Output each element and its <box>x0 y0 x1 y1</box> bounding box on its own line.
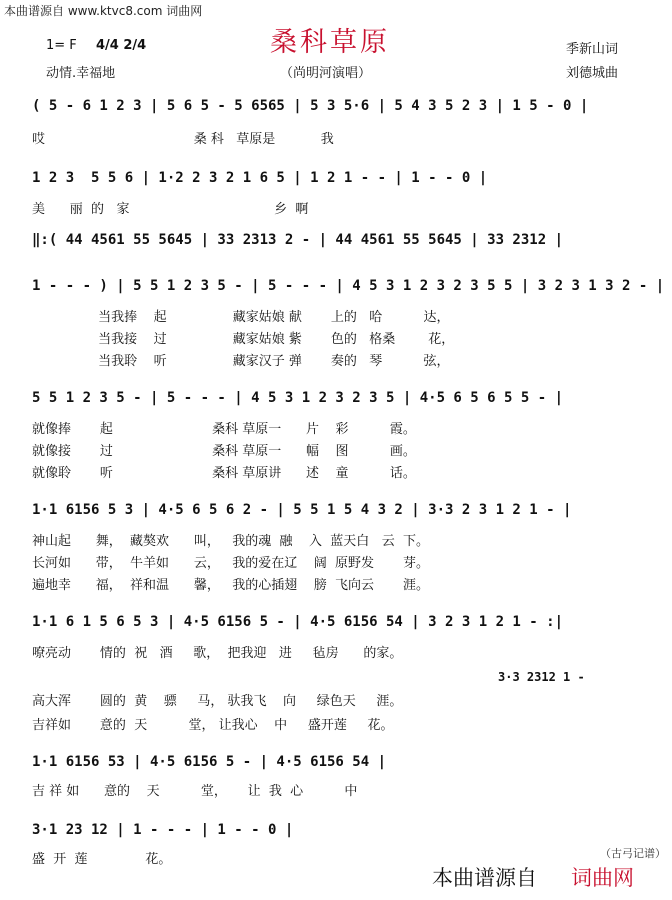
lyric-line-10: 盛 开 莲 花。 <box>32 852 172 867</box>
site-watermark-text: 本曲谱源自 www.ktvc8.com 词曲网 <box>4 4 203 18</box>
lyric-line-5a: 就像捧 起 桑科 草原一 片 彩 霞。 <box>32 422 416 437</box>
lyric-line-1: 哎 桑 科 草原是 我 <box>32 132 334 147</box>
key-signature: 1= F <box>46 38 77 53</box>
staff-line-10: 3·1 23 12 | 1 - - - | 1 - - 0 | <box>32 822 294 838</box>
staff-line-8: 3·3 2312 1 - <box>498 670 585 684</box>
lyric-line-7: 嘹亮动 情的 祝 酒 歌， 把我迎 进 毡房 的家。 <box>32 646 403 661</box>
staff-line-4: 1 - - - ) | 5 5 1 2 3 5 - | 5 - - - | 4 5 3 1 2 3 2 3 5 5 | 3 2 3 1 3 2 - | <box>32 278 665 294</box>
lyricist: 季新山词 <box>566 42 619 57</box>
lyric-line-4a: 当我捧 起 藏家姑娘 献 上的 哈 达， <box>32 310 450 325</box>
footer-brand-link[interactable]: 词曲网 <box>571 866 634 890</box>
lyric-line-4c: 当我聆 听 藏家汉子 弹 奏的 琴 弦， <box>32 354 450 369</box>
tempo-marking: 动情.幸福地 <box>46 66 116 81</box>
performer: （尚明河演唱） <box>280 66 372 81</box>
lyric-line-4b: 当我接 过 藏家姑娘 紫 色的 格桑 花， <box>32 332 455 347</box>
composer: 刘德城曲 <box>566 66 619 81</box>
staff-line-1: ( 5 - 6 1 2 3 | 5 6 5 - 5 6565 | 5 3 5·6 | 5 4 3 5 2 3 | 1 5 - 0 | <box>32 98 589 114</box>
footer-brand-text: 本曲谱源自 <box>432 866 537 890</box>
lyric-line-9: 吉 祥 如 意的 天 堂， 让 我 心 中 <box>32 784 358 799</box>
transcriber-note: （古弓记谱） <box>600 847 666 860</box>
lyric-line-6a: 神山起 舞， 藏獒欢 叫， 我的魂 融 入 蓝天白 云 下。 <box>32 534 429 549</box>
staff-line-7: 1·1 6 1 5 6 5 3 | 4·5 6156 5 - | 4·5 6156 54 | 3 2 3 1 2 1 - :| <box>32 614 564 630</box>
lyric-line-8a: 高大浑 圆的 黄 骠 马， 驮我飞 向 绿色天 涯。 <box>32 694 403 709</box>
staff-line-3: ‖:( 44 4561 55 5645 | 33 2313 2 - | 44 4561 55 5645 | 33 2312 | <box>32 232 564 248</box>
song-title: 桑科草原 <box>270 27 390 58</box>
lyric-line-6b: 长河如 带， 牛羊如 云， 我的爱在辽 阔 原野发 芽。 <box>32 556 429 571</box>
lyric-line-2: 美 丽 的 家 乡 啊 <box>32 202 309 217</box>
staff-line-2: 1 2 3 5 5 6 | 1·2 2 3 2 1 6 5 | 1 2 1 - - | 1 - - 0 | <box>32 170 488 186</box>
time-signature: 4/4 2/4 <box>96 38 147 53</box>
lyric-line-5b: 就像接 过 桑科 草原一 幅 图 画。 <box>32 444 416 459</box>
lyric-line-8b: 吉祥如 意的 天 堂， 让我心 中 盛开莲 花。 <box>32 718 394 733</box>
staff-line-6: 1·1 6156 5 3 | 4·5 6 5 6 2 - | 5 5 1 5 4 3 2 | 3·3 2 3 1 2 1 - | <box>32 502 572 518</box>
staff-line-5: 5 5 1 2 3 5 - | 5 - - - | 4 5 3 1 2 3 2 3 5 | 4·5 6 5 6 5 5 - | <box>32 390 564 406</box>
lyric-line-6c: 遍地幸 福， 祥和温 馨， 我的心插翅 膀 飞向云 涯。 <box>32 578 429 593</box>
lyric-line-5c: 就像聆 听 桑科 草原讲 述 童 话。 <box>32 466 416 481</box>
staff-line-9: 1·1 6156 53 | 4·5 6156 5 - | 4·5 6156 54 | <box>32 754 387 770</box>
